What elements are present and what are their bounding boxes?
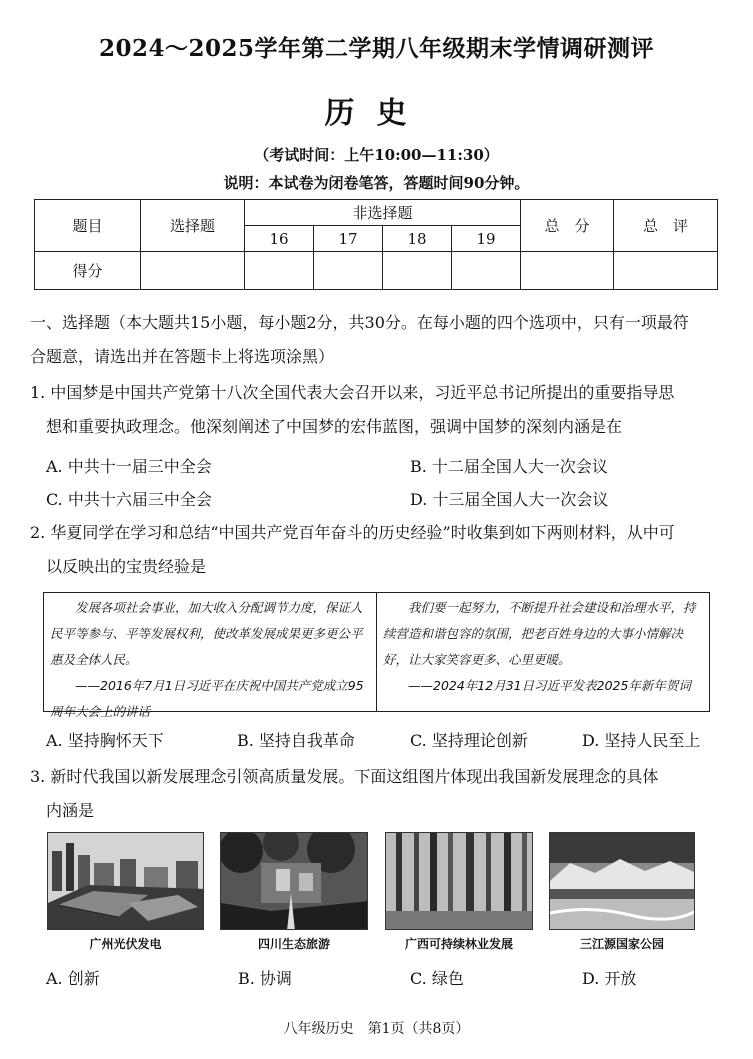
- header-q17: 17: [314, 226, 383, 252]
- q2-option-b[interactable]: B. 坚持自我革命: [237, 731, 355, 750]
- exam-time: （考试时间：上午10:00—11:30）: [254, 146, 499, 164]
- question-1: 1. 中国梦是中国共产党第十八次全国代表大会召开以来，习近平总书记所提出的重要指导思 想和重要执政理念。他深刻阐述了中国梦的宏伟蓝图，强调中国梦的深刻内涵是在: [30, 383, 675, 436]
- photo-caption-1: 广州光伏发电: [89, 937, 162, 951]
- row-score-label: 得分: [35, 252, 141, 290]
- material-left: [44, 593, 377, 719]
- q2-option-c[interactable]: C. 坚持理论创新: [410, 731, 528, 750]
- material-right-source: ——2024年12月31日习近平发表2025年新年贺词: [408, 678, 691, 693]
- score-cell-review[interactable]: [614, 252, 718, 290]
- header-q18: 18: [383, 226, 452, 252]
- material-left-source: ——2016年7月1日习近平在庆祝中国共产党成立95周年大会上的讲话: [50, 678, 364, 719]
- question-2: 2. 华夏同学在学习和总结“中国共产党百年奋斗的历史经验”时收集到如下两则材料，从中可 以反映出的宝贵经验是: [30, 523, 675, 576]
- photo-national-park: [549, 832, 695, 930]
- q1-option-b[interactable]: B. 十二届全国人大一次会议: [410, 457, 608, 476]
- photo-eco-tourism: [220, 832, 368, 930]
- material-right: [377, 593, 709, 711]
- score-cell-total[interactable]: [521, 252, 614, 290]
- score-cell-18[interactable]: [383, 252, 452, 290]
- header-choice: 选择题: [141, 200, 245, 252]
- section-intro: 一、选择题（本大题共15小题，每小题2分，共30分。在每小题的四个选项中，只有一项最符 合题意，请选出并在答题卡上将选项涂黑）: [30, 313, 689, 366]
- q2-option-d[interactable]: D. 坚持人民至上: [582, 731, 701, 750]
- header-total: 总 分: [521, 200, 614, 252]
- header-q16: 16: [245, 226, 314, 252]
- q1-option-a[interactable]: A. 中共十一届三中全会: [46, 457, 212, 476]
- score-cell-19[interactable]: [452, 252, 521, 290]
- q1-option-d[interactable]: D. 十三届全国人大一次会议: [410, 490, 609, 509]
- q1-option-c[interactable]: C. 中共十六届三中全会: [46, 490, 212, 509]
- q3-option-a[interactable]: A. 创新: [46, 969, 100, 988]
- header-item: 题目: [35, 200, 141, 252]
- score-cell-16[interactable]: [245, 252, 314, 290]
- question-3: 3. 新时代我国以新发展理念引领高质量发展。下面这组图片体现出我国新发展理念的具体 内涵是: [30, 767, 659, 820]
- header-non-choice: 非选择题: [245, 200, 521, 226]
- photo-caption-2: 四川生态旅游: [257, 937, 330, 951]
- score-cell-17[interactable]: [314, 252, 383, 290]
- exam-note: 说明：本试卷为闭卷笔答，答题时间90分钟。: [223, 174, 530, 192]
- photo-caption-4: 三江源国家公园: [579, 937, 664, 951]
- subject-title: 历史: [324, 96, 429, 131]
- photo-caption-3: 广西可持续林业发展: [404, 937, 513, 951]
- photo-solar-power: [47, 832, 204, 930]
- photo-forestry: [385, 832, 533, 930]
- q3-option-c[interactable]: C. 绿色: [410, 969, 464, 988]
- q3-option-b[interactable]: B. 协调: [238, 969, 292, 988]
- q2-option-a[interactable]: A. 坚持胸怀天下: [46, 731, 164, 750]
- q3-option-d[interactable]: D. 开放: [582, 969, 637, 988]
- score-cell-choice[interactable]: [141, 252, 245, 290]
- score-table: [34, 199, 718, 290]
- header-review: 总 评: [614, 200, 718, 252]
- material-box: [43, 592, 710, 719]
- exam-title: 2024～2025学年第二学期八年级期末学情调研测评: [98, 35, 655, 62]
- material-left-text: 发展各项社会事业，加大收入分配调节力度，保证人民平等参与、平等发展权利，使改革发展成果更多更公平惠及全体人民。: [50, 600, 363, 667]
- header-q19: 19: [452, 226, 521, 252]
- page-footer: 八年级历史 第1页（共8页）: [283, 1021, 470, 1037]
- material-right-text: 我们要一起努力，不断提升社会建设和治理水平，持续营造和谐包容的氛围，把老百姓身边的大事小情解决好，让大家笑容更多、心里更暖。: [383, 600, 696, 667]
